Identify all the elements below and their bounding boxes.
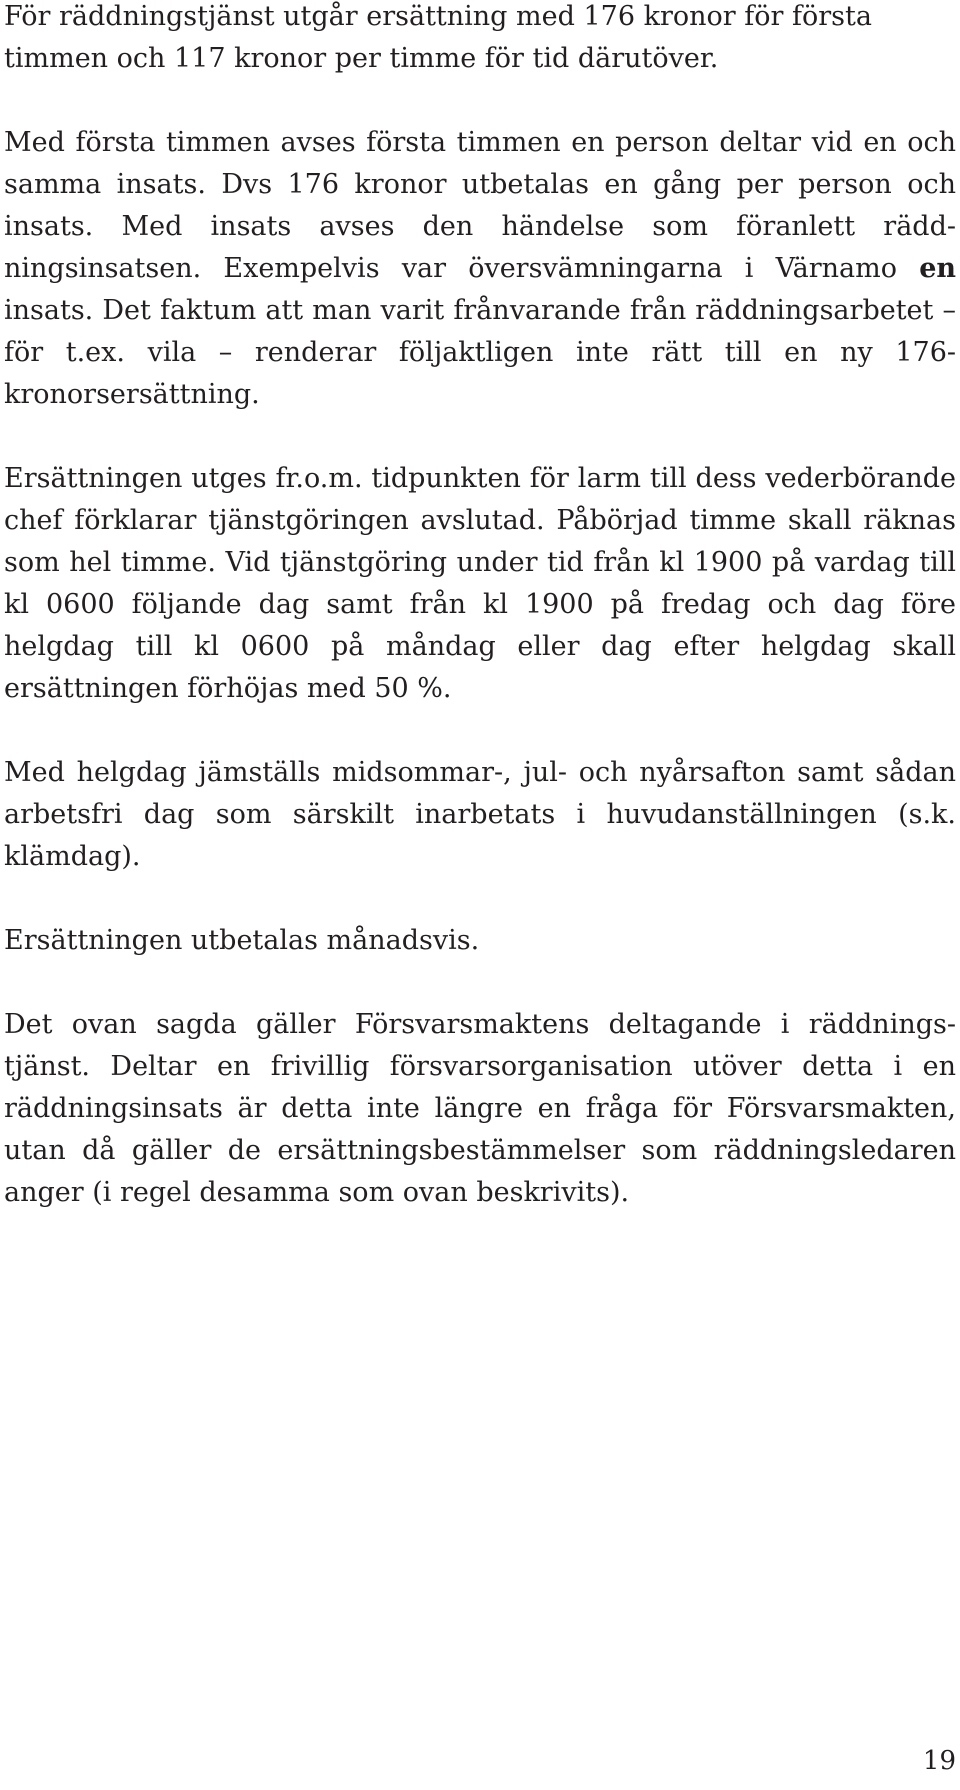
paragraph-compensation-rate bbox=[4, 0, 956, 80]
paragraph-monthly-payment: Ersättningen utbetalas månadsvis. bbox=[4, 925, 480, 956]
emphasis-text: en bbox=[919, 253, 956, 284]
paragraph-armed-forces-scope: Det ovan sagda gäller Försvarsmaktens deltagande i räddningstjänst. Deltar en frivillig försvarsorganisation utöver detta i en räddningsinsats är detta inte längre en fråga för Försvarsmakten, utan då gäller de ersättningsbestämmelser som räddningsledaren anger (i regel desamma som ovan beskrivits). bbox=[4, 1009, 956, 1208]
paragraph-holiday-definition: Med helgdag jämställs midsommar-, jul- och nyårsafton samt sådan arbetsfri dag som särskilt inarbetats i huvudanställningen (s.k. klämdag). bbox=[4, 757, 956, 872]
paragraph-line: timmen och 117 kronor per timme för tid därutöver. bbox=[4, 43, 719, 74]
paragraph-first-hour-definition bbox=[4, 122, 956, 416]
paragraph-text: Med första timmen avses första timmen en person deltar vid en och samma insats. Dvs 176 kronor utbetalas en gång per person och insats. Med insats avses den händelse som föranlett räddningsinsatsen. Exempelvis var översvämningarna i Värnamo bbox=[4, 127, 956, 284]
paragraph-line: För räddningstjänst utgår ersättning med 176 kronor för första bbox=[4, 1, 872, 32]
body-text bbox=[4, 0, 956, 1256]
paragraph-payment-period: Ersättningen utges fr.o.m. tidpunkten för larm till dess vederbörande chef förklarar tjänstgöringen avslutad. Påbörjad timme skall räknas som hel timme. Vid tjänstgöring under tid från kl 1900 på vardag till kl 0600 följande dag samt från kl 1900 på fredag och dag före helgdag till kl 0600 på måndag eller dag efter helgdag skall ersättningen förhöjas med 50 %. bbox=[4, 463, 956, 704]
page-number: 19 bbox=[922, 1746, 956, 1776]
paragraph-text: insats. Det faktum att man varit frånvarande från räddningsarbetet – för t.ex. vila – renderar följaktligen inte rätt till en ny 176-kronorsersättning. bbox=[4, 295, 956, 410]
